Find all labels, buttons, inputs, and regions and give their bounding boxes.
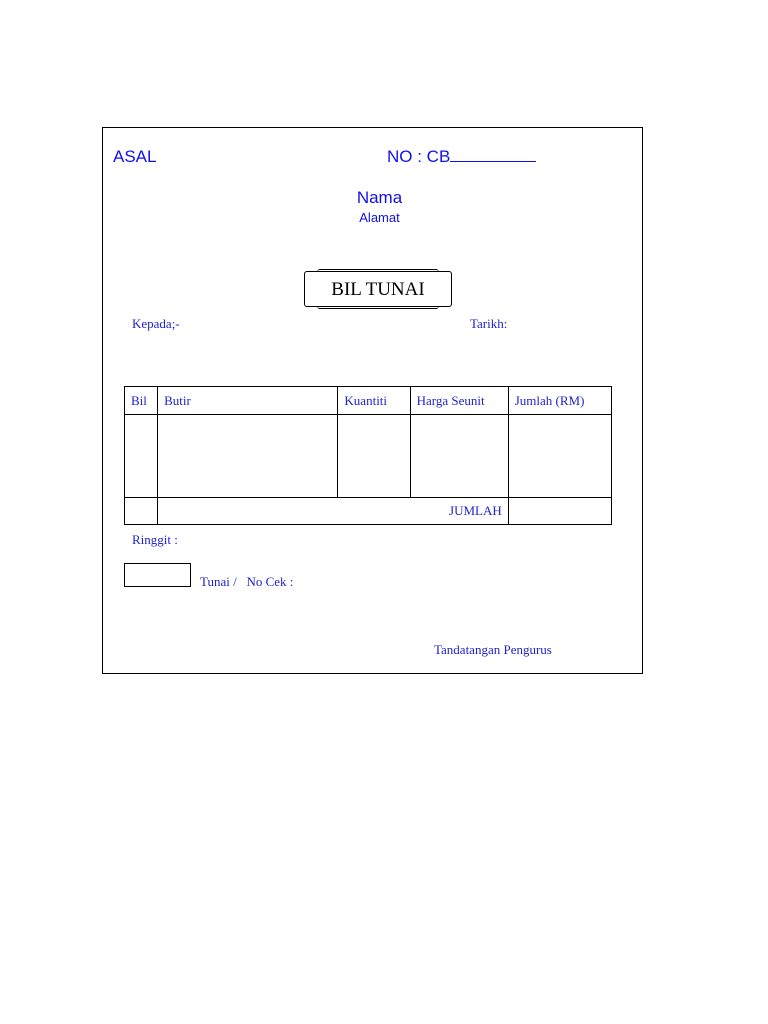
bill-number-label xyxy=(387,147,536,167)
column-header-jumlah: Jumlah (RM) xyxy=(508,387,611,415)
table-header-row xyxy=(125,387,612,415)
cash-bill-form xyxy=(102,127,643,674)
manager-signature-label: Tandatangan Pengurus xyxy=(434,642,552,657)
cell-kuantiti[interactable] xyxy=(338,415,410,498)
cell-butir[interactable] xyxy=(158,415,338,498)
bill-number-prefix: NO : CB xyxy=(387,147,451,166)
company-address: Alamat xyxy=(359,210,400,225)
total-cell-bil xyxy=(125,498,158,525)
title-box xyxy=(304,271,452,307)
cell-bil[interactable] xyxy=(125,415,158,498)
table-row xyxy=(125,415,612,498)
bill-number-line xyxy=(450,147,536,162)
total-row xyxy=(125,498,612,525)
kepada-label: Kepada;- xyxy=(132,316,180,331)
column-header-harga-seunit: Harga Seunit xyxy=(410,387,508,415)
asal-label: ASAL xyxy=(113,147,157,166)
cell-harga-seunit[interactable] xyxy=(410,415,508,498)
column-header-butir: Butir xyxy=(158,387,338,415)
cell-jumlah[interactable] xyxy=(508,415,611,498)
ringgit-label: Ringgit : xyxy=(132,532,178,547)
payment-method-label: Tunai / No Cek : xyxy=(200,574,294,589)
tarikh-label: Tarikh: xyxy=(470,316,508,331)
total-amount-cell[interactable] xyxy=(508,498,611,525)
total-label: JUMLAH xyxy=(158,498,509,525)
payment-checkbox[interactable] xyxy=(124,563,191,587)
items-table xyxy=(124,386,612,525)
column-header-kuantiti: Kuantiti xyxy=(338,387,410,415)
column-header-bil: Bil xyxy=(125,387,158,415)
document-title: BIL TUNAI xyxy=(331,279,425,300)
company-name: Nama xyxy=(356,188,403,207)
